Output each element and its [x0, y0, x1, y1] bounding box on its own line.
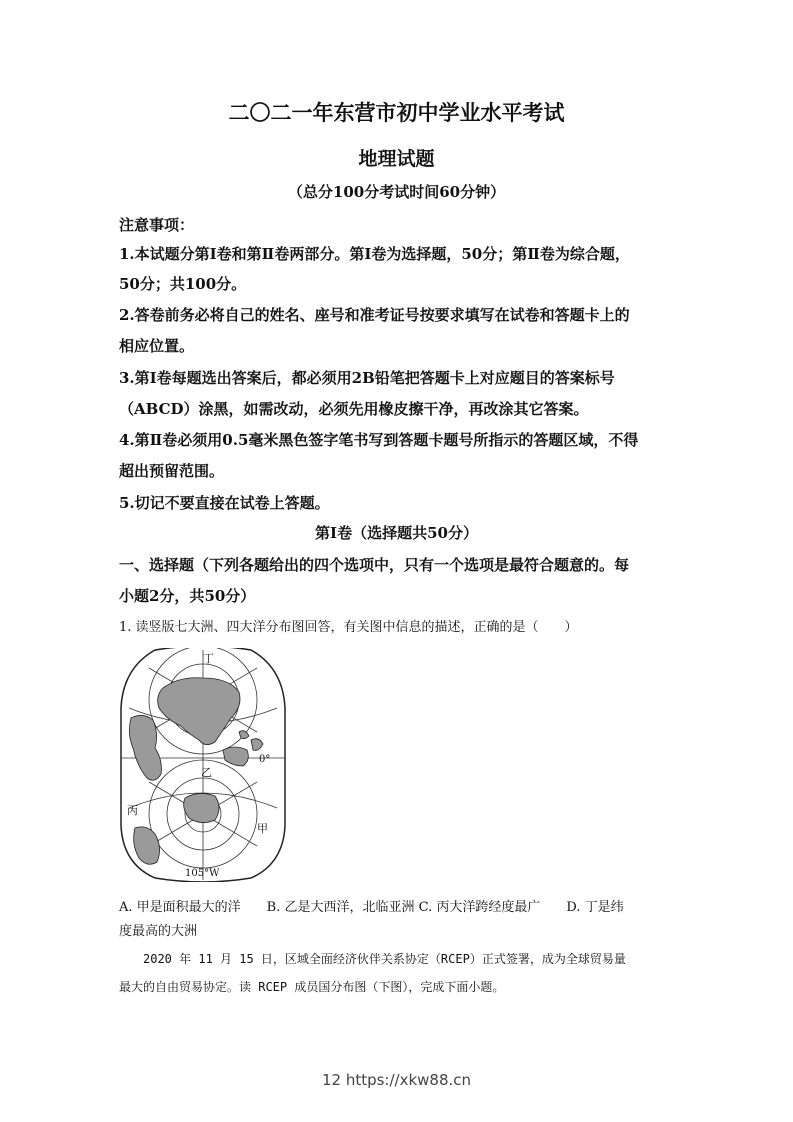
exam-subject: 地理试题 — [358, 148, 435, 170]
question-stem: 1. 读竖版七大洲、四大洋分布图回答，有关图中信息的描述，正确的是（ ） — [119, 620, 578, 635]
map-label-bing: 丙 — [127, 804, 138, 817]
world-map-figure — [119, 648, 287, 882]
notice-line: 5.切记不要直接在试卷上答题。 — [119, 494, 330, 512]
section-instruction: 小题2分，共50分） — [119, 587, 256, 605]
notice-line: 50分；共100分。 — [119, 275, 247, 293]
notice-line: 1.本试题分第Ⅰ卷和第Ⅱ卷两部分。第Ⅰ卷为选择题，50分；第Ⅱ卷为综合题， — [119, 245, 630, 263]
page-footer: 12 https://xkw88.cn — [321, 1071, 472, 1089]
passage-line: 2020 年 11 月 15 日，区域全面经济伙伴关系协定（RCEP）正式签署，成为全球贸易量 — [119, 952, 626, 966]
map-label-ding: 丁 — [203, 652, 214, 665]
question-options-continued: 度最高的大洲 — [119, 924, 198, 939]
section-instruction: 一、选择题（下列各题给出的四个选项中，只有一个选项是最符合题意的。每 — [119, 556, 630, 574]
map-label-equator: 0° — [259, 754, 271, 765]
notice-line: 2.答卷前务必将自己的姓名、座号和准考证号按要求填写在试卷和答题卡上的 — [119, 306, 630, 324]
notice-line: 相应位置。 — [119, 337, 195, 355]
map-label-longitude: 105°W — [185, 868, 220, 879]
map-label-jia: 甲 — [257, 822, 268, 835]
notice-line: 4.第Ⅱ卷必须用0.5毫米黑色签字笔书写到答题卡题号所指示的答题区域，不得 — [119, 431, 639, 449]
question-options: A. 甲是面积最大的洋 B. 乙是大西洋，北临亚洲 C. 丙大洋跨经度最广 D. 丁是纬 — [119, 900, 624, 915]
section-heading: 第Ⅰ卷（选择题共50分） — [315, 524, 478, 542]
map-label-yi: 乙 — [201, 766, 212, 779]
passage-line: 最大的自由贸易协定。读 RCEP 成员国分布图（下图），完成下面小题。 — [119, 980, 505, 994]
notice-heading: 注意事项： — [119, 216, 195, 234]
notice-line: 超出预留范围。 — [119, 462, 225, 480]
notice-line: 3.第Ⅰ卷每题选出答案后，都必须用2B铅笔把答题卡上对应题目的答案标号 — [119, 369, 615, 387]
notice-line: （ABCD）涂黑，如需改动，必须先用橡皮擦干净，再改涂其它答案。 — [119, 400, 589, 418]
exam-title: 二〇二一年东营市初中学业水平考试 — [228, 100, 565, 125]
exam-duration-note: （总分100分考试时间60分钟） — [287, 183, 506, 201]
